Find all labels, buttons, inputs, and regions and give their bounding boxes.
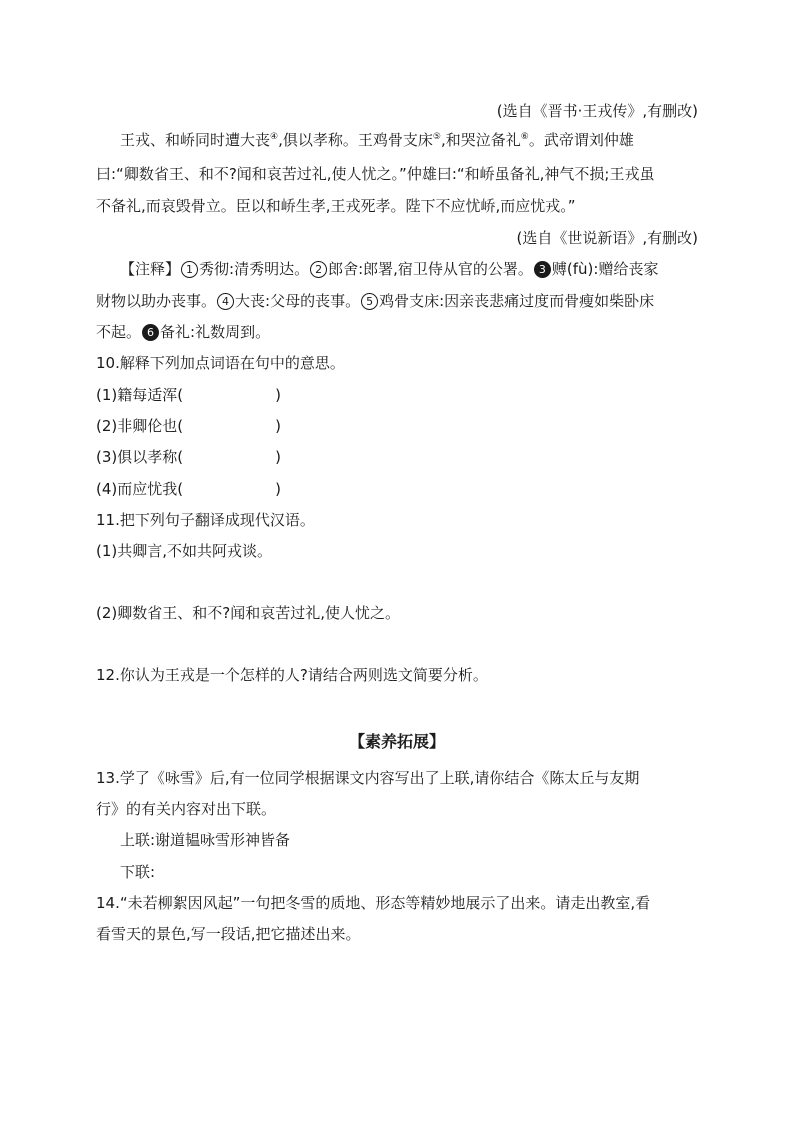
question-14-line-2: 看雪天的景色,写一段话,把它描述出来。 [96,925,361,943]
question-12: 12.你认为王戎是一个怎样的人?请结合两则选文简要分析。 [96,666,488,684]
source-citation-shishuo: (选自《世说新语》,有删改) [516,229,698,247]
note-number-5: 5 [361,293,378,310]
note-text-3: 赙(fù):赠给丧家 [551,260,659,278]
note-text-5-cont: 不起。 [96,323,142,341]
item-text: (3)俱以孝称( [96,448,184,466]
question-10-item-3 [96,447,281,467]
footnote-ref-6: ⑥ [520,132,529,142]
footnote-ref-4: ④ [270,132,279,142]
source-citation-jinshu: (选自《晋书·王戎传》,有删改) [496,102,698,120]
passage-line-2: 曰:“卿数省王、和不?闻和哀苦过礼,使人忧之。”仲雄曰:“和峤虽备礼,神气不损;王戎虽 [96,165,655,183]
passage-text: ,俱以孝称。王鸡骨支床 [278,131,433,149]
section-heading: 【素养拓展】 [348,732,445,751]
passage-text: 王戎、和峤同时遭大丧 [120,131,271,149]
question-11: 11.把下列句子翻译成现代汉语。 [96,511,315,529]
question-13-line-1: 13.学了《咏雪》后,有一位同学根据课文内容写出了上联,请你结合《陈太丘与友期 [96,769,640,787]
passage-text: ,和哭泣备礼 [440,131,521,149]
note-text-6: 备礼:礼数周到。 [160,323,271,341]
question-11-sentence-1: (1)共卿言,不如共阿戎谈。 [96,542,273,560]
passage-text: 。武帝谓刘仲雄 [528,131,634,149]
lower-couplet-prompt[interactable]: 下联: [120,863,156,881]
item-text: (1)籍每适浑( [96,386,184,404]
question-14-line-1: 14.“未若柳絮因风起”一句把冬雪的质地、形态等精妙地展示了出来。请走出教室,看 [96,894,651,912]
question-10: 10.解释下列加点词语在句中的意思。 [96,354,345,372]
question-10-item-4 [96,479,281,499]
footnote-ref-5: ⑤ [432,132,441,142]
note-number-4: 4 [217,293,234,310]
note-text-4: 大丧:父母的丧事。 [235,292,361,310]
note-number-6: 6 [142,324,159,341]
notes-line-1 [120,259,658,279]
note-number-3: 3 [534,261,551,278]
note-text-1: 秀彻:清秀明达。 [199,260,310,278]
notes-line-2 [96,291,654,311]
item-text: (4)而应忧我( [96,480,184,498]
item-text: (2)非卿伦也( [96,417,184,435]
passage-line-1 [120,130,634,150]
note-text-3-cont: 财物以助办丧事。 [96,292,217,310]
item-close: ) [275,386,281,404]
notes-label: 【注释】 [120,260,181,278]
question-10-item-2 [96,416,281,436]
note-number-1: 1 [181,261,198,278]
question-11-sentence-2: (2)卿数省王、和不?闻和哀苦过礼,使人忧之。 [96,604,400,622]
upper-couplet: 上联:谢道韫咏雪形神皆备 [120,831,291,849]
item-close: ) [275,417,281,435]
note-text-5: 鸡骨支床:因亲丧悲痛过度而骨瘦如柴卧床 [379,292,655,310]
item-close: ) [275,480,281,498]
notes-line-3 [96,322,270,342]
note-number-2: 2 [310,261,327,278]
question-10-item-1 [96,385,281,405]
passage-line-3: 不备礼,而哀毁骨立。臣以和峤生孝,王戎死孝。陛下不应忧峤,而应忧戎。” [96,197,576,215]
item-close: ) [275,448,281,466]
note-text-2: 郎舍:郎署,宿卫侍从官的公署。 [328,260,533,278]
question-13-line-2: 行》的有关内容对出下联。 [96,800,277,818]
